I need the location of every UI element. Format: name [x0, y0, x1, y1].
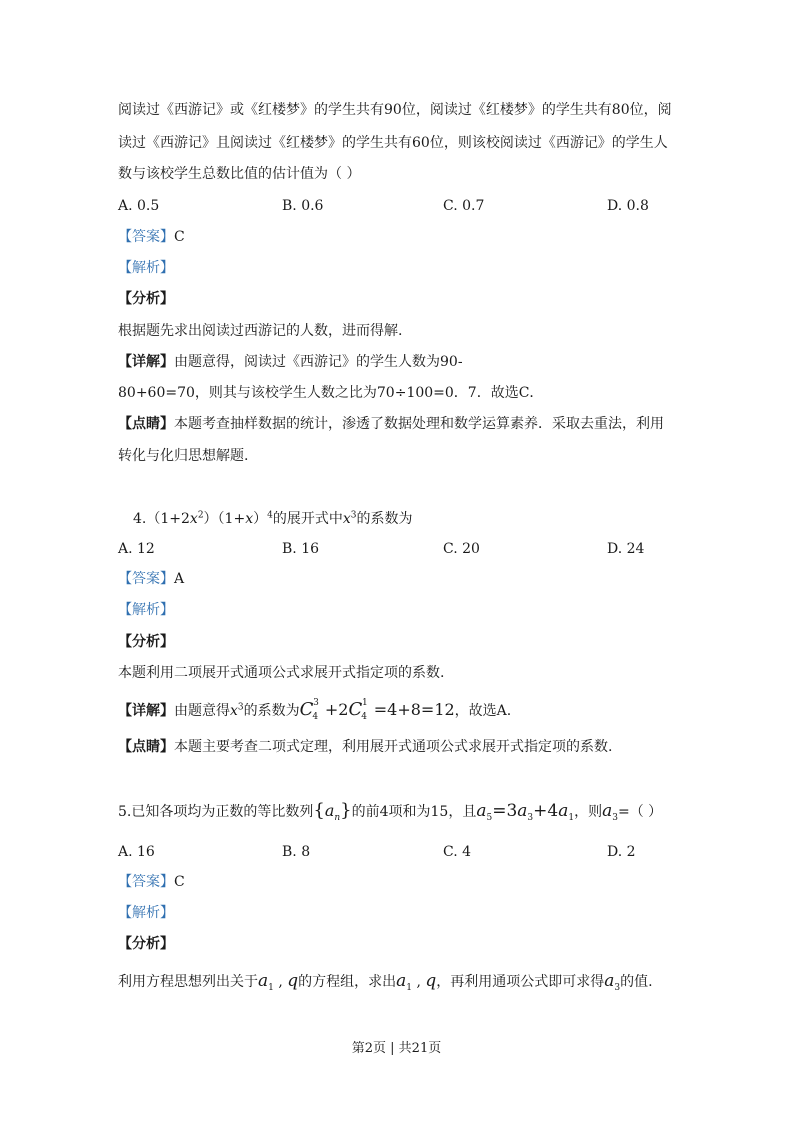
answer-value: C	[174, 229, 185, 245]
q5-eq: =3	[492, 801, 518, 821]
q5-option-a: A. 16	[118, 844, 155, 860]
q4-var-x: x	[342, 511, 351, 527]
q5-stem-then: ，则	[574, 804, 603, 820]
answer-tag: 【答案】	[118, 571, 174, 587]
q3-option-a: A. 0.5	[118, 198, 160, 214]
q4-option-d: D. 24	[607, 541, 645, 557]
q4-answer	[118, 569, 184, 589]
q4-stem-mid: ）（1+	[203, 511, 246, 527]
q4-option-a: A. 12	[118, 541, 155, 557]
q4-dianjing	[118, 737, 612, 757]
detail-text: 由题意得，阅读过《西游记》的学生人数为90-	[174, 354, 463, 370]
q5-option-b: B. 8	[282, 844, 311, 860]
q3-option-b: B. 0.6	[282, 198, 324, 214]
q3-detail-line-2: 80+60=70，则其与该校学生人数之比为70÷100=0．7．故选C．	[118, 385, 544, 401]
q4-fenxi-tag: 【分析】	[118, 634, 174, 650]
q4-stem-end: 的展开式中	[272, 511, 343, 527]
q3-dianjing-line-2: 转化与化归思想解题.	[118, 448, 249, 464]
q3-dianjing-line-1	[118, 414, 664, 434]
q3-detail-line-1	[118, 352, 463, 372]
q5-plus: +4	[533, 801, 559, 821]
formula-result: =4+8=12	[373, 700, 455, 719]
q4-var-x: x	[245, 511, 254, 527]
page-footer: 第2页 | 共21页	[351, 1041, 442, 1056]
q5-answer	[118, 872, 185, 892]
q5-stem-mid: 的前4项和为15，且	[351, 804, 477, 820]
q5-stem-pre: 5.已知各项均为正数的等比数列	[118, 804, 314, 820]
answer-value: C	[174, 874, 185, 890]
dianjing-text: 本题主要考查二项式定理，利用展开式通项公式求展开式指定项的系数.	[174, 739, 613, 755]
q5-stem-end: =（ ）	[617, 804, 663, 820]
dianjing-tag: 【点睛】	[118, 416, 174, 432]
combination-formula: C	[299, 699, 314, 720]
answer-value: A	[174, 571, 185, 587]
fenxi-end: 的值.	[620, 974, 653, 990]
q4-detail: 【详解】由题意得$x^3$的系数为$C_4^3 +2C_4^1 =4+8=12$，故选A.	[118, 698, 512, 722]
q3-option-c: C. 0.7	[443, 198, 485, 214]
detail-mid: 的系数为	[243, 703, 300, 719]
answer-tag: 【答案】	[118, 229, 174, 245]
q3-fenxi-text: 根据题先求出阅读过西游记的人数，进而得解.	[118, 323, 403, 339]
detail-tag: 【详解】	[118, 354, 174, 370]
fenxi-post: ，再利用通项公式即可求得	[436, 974, 605, 990]
q5-jiexi-tag: 【解析】	[118, 905, 174, 921]
q3-option-d: D. 0.8	[607, 198, 649, 214]
q3-stem-line-2: 读过《西游记》且阅读过《红楼梦》的学生共有60位，则该校阅读过《西游记》的学生人	[118, 135, 668, 151]
q3-stem-line-3: 数与该校学生总数比值的估计值为（ ）	[118, 166, 361, 182]
q5-option-c: C. 4	[443, 844, 472, 860]
q4-option-b: B. 16	[282, 541, 320, 557]
q4-stem-num: 4.（1+2	[133, 511, 190, 527]
q4-jiexi-tag: 【解析】	[118, 602, 174, 618]
q3-answer	[118, 227, 185, 247]
dianjing-tag: 【点睛】	[118, 739, 174, 755]
detail-tag: 【详解】	[118, 703, 174, 719]
answer-tag: 【答案】	[118, 874, 174, 890]
q4-fenxi-text: 本题利用二项展开式通项公式求展开式指定项的系数.	[118, 665, 445, 681]
dianjing-text: 本题考查抽样数据的统计，渗透了数据处理和数学运算素养．采取去重法，利用	[174, 416, 664, 432]
q3-stem-line-1: 阅读过《西游记》或《红楼梦》的学生共有90位，阅读过《红楼梦》的学生共有80位，阅	[118, 102, 672, 118]
q5-option-d: D. 2	[607, 844, 636, 860]
q4-var-x: x	[189, 511, 198, 527]
q4-stem: $4.(1+2x^2)(1+x)^4$的展开式中$x^3$的系数为	[133, 510, 413, 527]
q5-fenxi-text: 利用方程思想列出关于$a_1$ , q的方程组，求出$a_1$ , q，再利用通项公式即可求得$a_3$的值.	[118, 971, 653, 993]
detail-pre: 由题意得	[174, 703, 230, 719]
q4-option-c: C. 20	[443, 541, 480, 557]
q5-stem: 5.已知各项均为正数的等比数列$\{a_n\}$的前4项和为15，且$a_5=3a_3+4a_1$，则$a_3=$（ ）	[118, 800, 663, 823]
q5-fenxi-tag: 【分析】	[118, 936, 174, 952]
q3-fenxi-tag: 【分析】	[118, 291, 174, 307]
fenxi-mid: 的方程组，求出	[298, 974, 397, 990]
q4-stem-tail: 的系数为	[356, 511, 413, 527]
q3-jiexi-tag: 【解析】	[118, 260, 174, 276]
detail-post: ，故选A.	[454, 703, 512, 719]
fenxi-pre: 利用方程思想列出关于	[118, 974, 258, 990]
